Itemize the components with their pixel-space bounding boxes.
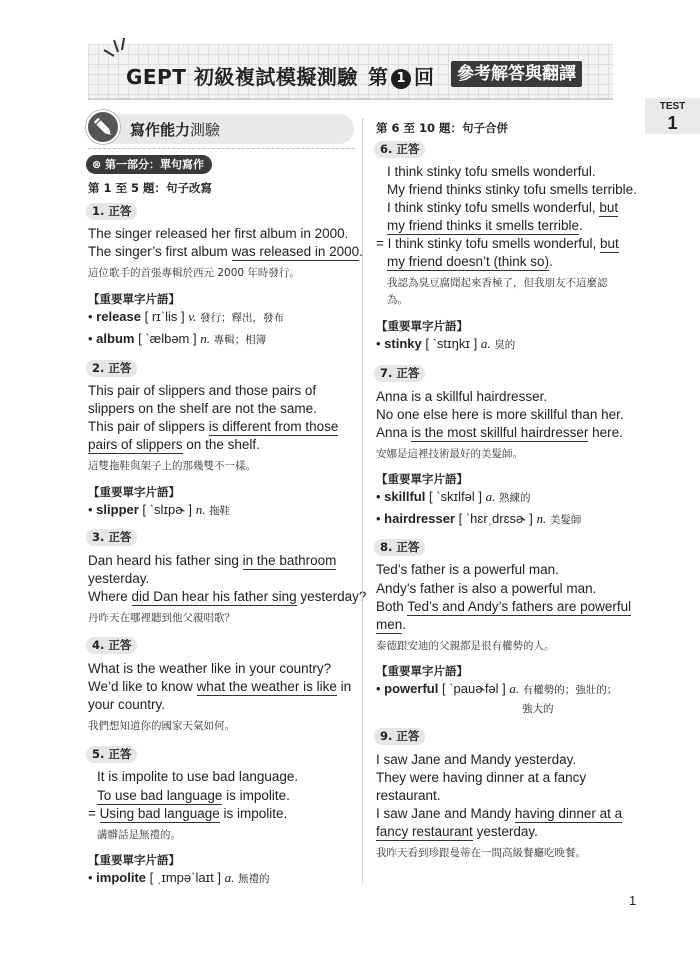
q7-translation: 安娜是這裡技術最好的美髮師。 <box>376 448 523 460</box>
vocab-word: album <box>96 331 135 346</box>
answer-label-q6: 6. 正答 <box>374 141 425 158</box>
q5-answer-underlined-2: Using bad language <box>99 806 220 821</box>
q2-translation: 這雙拖鞋與架子上的那幾雙不一樣。 <box>88 460 256 472</box>
q9-line1: I saw Jane and Mandy yesterday. <box>376 752 577 767</box>
q6-vocab-stinky: • stinky [ ˋstɪŋkɪ ] a. 臭的 <box>376 336 516 351</box>
q6-answer-underlined-4: my friend doesn’t (think so) <box>387 254 550 269</box>
q7-answer-underlined: is the most skillful hairdresser <box>411 425 589 440</box>
q3-line3 <box>88 589 366 604</box>
q5-line3-eq: = <box>88 806 100 821</box>
q6-answer-underlined-3: but <box>599 236 619 251</box>
vocab-def: 無禮的 <box>238 873 270 885</box>
q3-translation: 丹昨天在哪裡聽到他父親唱歌？ <box>88 612 235 624</box>
answer-translation-label: 參考解答與翻譯 <box>451 61 582 87</box>
q9-line5-end: yesterday. <box>472 824 538 839</box>
q6-line4-end: . <box>579 218 583 233</box>
q5-line2-end: is impolite. <box>222 788 290 803</box>
vocab-pos: a. <box>224 870 235 885</box>
q8-vocab-heading: 【重要單字片語】 <box>376 664 468 678</box>
q9-line5 <box>376 824 538 839</box>
q1-line1: The singer released her first album in 2000. <box>88 226 349 241</box>
range-label-right: 第 6 至 10 題：句子合併 <box>376 121 509 135</box>
vocab-ipa: [ ˋskɪlfəl ] <box>428 489 483 504</box>
q9-line4 <box>376 806 622 821</box>
vocab-word: powerful <box>384 681 439 696</box>
q8-answer-underlined: Ted’s and Andy’s fathers are powerful <box>407 599 632 614</box>
q8-line2: Andy’s father is also a powerful man. <box>376 581 597 596</box>
vocab-pos: a. <box>509 681 520 696</box>
q7-vocab-skillful: • skillful [ ˋskɪlfəl ] a. 熟練的 <box>376 489 531 504</box>
q3-line3-end: yesterday? <box>296 589 367 604</box>
q6-answer-underlined: but <box>599 200 619 215</box>
q9-line3: restaurant. <box>376 788 441 803</box>
q6-line4 <box>387 218 583 233</box>
q1-line2-end: . <box>359 244 363 259</box>
q2-answer-underlined-2: pairs of slippers <box>88 437 183 452</box>
vocab-def: 專輯；相簿 <box>213 334 267 346</box>
vocab-ipa: [ ˋslɪpɚ ] <box>142 502 193 517</box>
q2-line3 <box>88 419 338 434</box>
test-tab-number: 1 <box>667 113 678 133</box>
vocab-ipa: [ ˋpauɚfəl ] <box>441 681 506 696</box>
q1-translation: 這位歌手的首張專輯於西元 2000 年時發行。 <box>88 267 300 279</box>
part-label: ⊗ 第一部分：單句寫作 <box>86 155 212 174</box>
q3-line1-text: Dan heard his father sing <box>88 553 243 568</box>
q1-vocab-heading: 【重要單字片語】 <box>88 292 180 306</box>
vocab-ipa: [ ˌɪmpəˋlaɪt ] <box>149 870 222 885</box>
q4-line2 <box>88 679 351 694</box>
q4-line2-end: in <box>336 679 352 694</box>
q4-answer-underlined: what the weather is like <box>196 679 337 694</box>
q8-line4 <box>376 617 406 632</box>
q2-vocab-slipper: • slipper [ ˋslɪpɚ ] n. 拖鞋 <box>88 502 231 517</box>
q6-line6-end: . <box>549 254 553 269</box>
q1-vocab-release: • release [ rɪˋlis ] v. 發行；釋出，發布 <box>88 309 284 324</box>
test-tab <box>645 98 700 134</box>
q9-line4-text: I saw Jane and Mandy <box>376 806 515 821</box>
q2-answer-underlined: is different from those <box>208 419 339 434</box>
q1-line2-text: The singer’s first album <box>88 244 232 259</box>
q5-line3 <box>88 806 287 821</box>
q6-vocab-heading: 【重要單字片語】 <box>376 319 468 333</box>
vocab-def: 發行；釋出，發布 <box>199 312 284 324</box>
column-divider <box>362 118 363 883</box>
q1-vocab-album: • album [ ˋælbəm ] n. 專輯；相簿 <box>88 331 267 346</box>
q9-answer-underlined: having dinner at a <box>514 806 623 821</box>
q8-line3 <box>376 599 631 614</box>
q6-line3-text: I think stinky tofu smells wonderful, <box>387 200 600 215</box>
answer-label-q2: 2. 正答 <box>86 360 137 377</box>
answer-label-q4: 4. 正答 <box>86 637 137 654</box>
q9-translation: 我昨天看到珍跟曼蒂在一間高級餐廳吃晚餐。 <box>376 847 586 859</box>
page-number: 1 <box>629 893 637 908</box>
q5-line2 <box>97 788 290 803</box>
q7-line3-text: Anna <box>376 425 412 440</box>
q7-line1: Anna is a skillful hairdresser. <box>376 389 548 404</box>
q5-translation: 講髒話是無禮的。 <box>97 829 181 841</box>
q6-line1: I think stinky tofu smells wonderful. <box>387 164 596 179</box>
vocab-pos: n. <box>200 331 210 346</box>
vocab-def: 臭的 <box>494 339 516 351</box>
q6-line3 <box>387 200 618 215</box>
q7-vocab-heading: 【重要單字片語】 <box>376 472 468 486</box>
q4-line2-text: We’d like to know <box>88 679 197 694</box>
vocab-word: release <box>96 309 141 324</box>
answer-label-q5: 5. 正答 <box>86 746 137 763</box>
q8-vocab-powerful: • powerful [ ˋpauɚfəl ] a. 有權勢的；強壯的； <box>376 681 618 696</box>
q2-line4-end: on the shelf. <box>182 437 260 452</box>
q4-line1: What is the weather like in your country? <box>88 661 332 676</box>
q2-line2: slippers on the shelf are not the same. <box>88 401 317 416</box>
answer-label-q3: 3. 正答 <box>86 529 137 546</box>
q8-line1: Ted’s father is a powerful man. <box>376 562 559 577</box>
q3-underlined: in the bathroom <box>242 553 337 568</box>
vocab-pos: n. <box>536 511 547 526</box>
vocab-word: skillful <box>384 489 426 504</box>
vocab-def: 拖鞋 <box>209 505 231 517</box>
section-title-main: 寫作能力 <box>130 121 191 139</box>
q3-line3-text: Where <box>88 589 132 604</box>
vocab-pos: n. <box>195 502 206 517</box>
q6-line5 <box>376 236 619 251</box>
q8-answer-underlined-2: men <box>376 617 403 632</box>
answer-label-q9: 9. 正答 <box>374 728 425 745</box>
vocab-ipa: [ ˋstɪŋkɪ ] <box>425 336 478 351</box>
vocab-word: hairdresser <box>384 511 455 526</box>
q1-line2 <box>88 244 363 259</box>
vocab-ipa: [ ˋælbəm ] <box>138 331 197 346</box>
vocab-pos: v. <box>188 309 197 324</box>
q8-line3-text: Both <box>376 599 408 614</box>
vocab-def: 有權勢的；強壯的； <box>522 684 618 696</box>
round-prefix: 第 <box>368 65 388 89</box>
vocab-pos: a. <box>480 336 491 351</box>
q4-translation: 我們想知道你的國家天氣如何。 <box>88 720 235 732</box>
q5-answer-underlined: To use bad language <box>97 788 223 803</box>
answer-label-q8: 8. 正答 <box>374 539 425 556</box>
section-heading-bar <box>88 114 354 144</box>
divider <box>88 148 354 149</box>
round-label <box>368 61 434 90</box>
vocab-pos: a. <box>485 489 496 504</box>
q2-vocab-heading: 【重要單字片語】 <box>88 485 180 499</box>
q6-line2: My friend thinks stinky tofu smells terrible. <box>387 182 637 197</box>
q1-answer-underlined: was released in 2000 <box>231 244 360 259</box>
section-title <box>130 119 220 140</box>
q7-line3 <box>376 425 623 440</box>
q8-line4-end: . <box>402 617 407 632</box>
vocab-def: 強大的 <box>522 703 554 715</box>
q8-vocab-powerful-def2 <box>522 700 554 716</box>
q6-translation-2: 為。 <box>387 294 408 306</box>
vocab-word: impolite <box>96 870 147 885</box>
q6-line6 <box>387 254 553 269</box>
q9-line2: They were having dinner at a fancy <box>376 770 587 785</box>
vocab-ipa: [ ˋhɛrˌdrɛsɚ ] <box>458 511 533 526</box>
vocab-word: slipper <box>96 502 139 517</box>
q6-answer-underlined-2: my friend thinks it smells terrible <box>387 218 580 233</box>
q2-line1: This pair of slippers and those pairs of <box>88 383 317 398</box>
q5-vocab-impolite: • impolite [ ˌɪmpəˋlaɪt ] a. 無禮的 <box>88 870 270 885</box>
test-tab-label: TEST <box>659 101 686 112</box>
q3-answer-underlined: did Dan hear his father sing <box>131 589 297 604</box>
range-label: 第 1 至 5 題：句子改寫 <box>88 181 213 195</box>
q3-line2: yesterday. <box>88 571 150 586</box>
q5-line3-end: is impolite. <box>219 806 288 821</box>
q6-translation-1: 我認為臭豆腐聞起來香極了，但我朋友不這麼認 <box>387 277 608 289</box>
answer-label-q1: 1. 正答 <box>86 203 137 220</box>
q9-answer-underlined-2: fancy restaurant <box>376 824 473 839</box>
section-title-sub: 測驗 <box>190 121 221 139</box>
q5-vocab-heading: 【重要單字片語】 <box>88 853 180 867</box>
q2-line4 <box>88 437 260 452</box>
q3-line1 <box>88 553 336 568</box>
page-title: GEPT 初級複試模擬測驗 <box>126 65 358 89</box>
q5-line1: It is impolite to use bad language. <box>97 769 299 784</box>
q8-translation: 泰德跟安迪的父親都是很有權勢的人。 <box>376 640 555 652</box>
q7-vocab-hairdresser: • hairdresser [ ˋhɛrˌdrɛsɚ ] n. 美髮師 <box>376 511 582 526</box>
vocab-word: stinky <box>384 336 422 351</box>
vocab-ipa: [ rɪˋlis ] <box>144 309 185 324</box>
round-number-badge: 1 <box>391 69 411 89</box>
vocab-def: 熟練的 <box>499 492 531 504</box>
q7-line2: No one else here is more skillful than her. <box>376 407 624 422</box>
q7-line3-end: here. <box>588 425 623 440</box>
q4-line3: your country. <box>88 697 166 712</box>
round-suffix: 回 <box>414 65 434 89</box>
answer-label-q7: 7. 正答 <box>374 365 425 382</box>
pencil-icon <box>86 110 120 144</box>
q6-line5-text: = I think stinky tofu smells wonderful, <box>376 236 600 251</box>
q2-line3-text: This pair of slippers <box>88 419 209 434</box>
vocab-def: 美髮師 <box>549 514 582 526</box>
